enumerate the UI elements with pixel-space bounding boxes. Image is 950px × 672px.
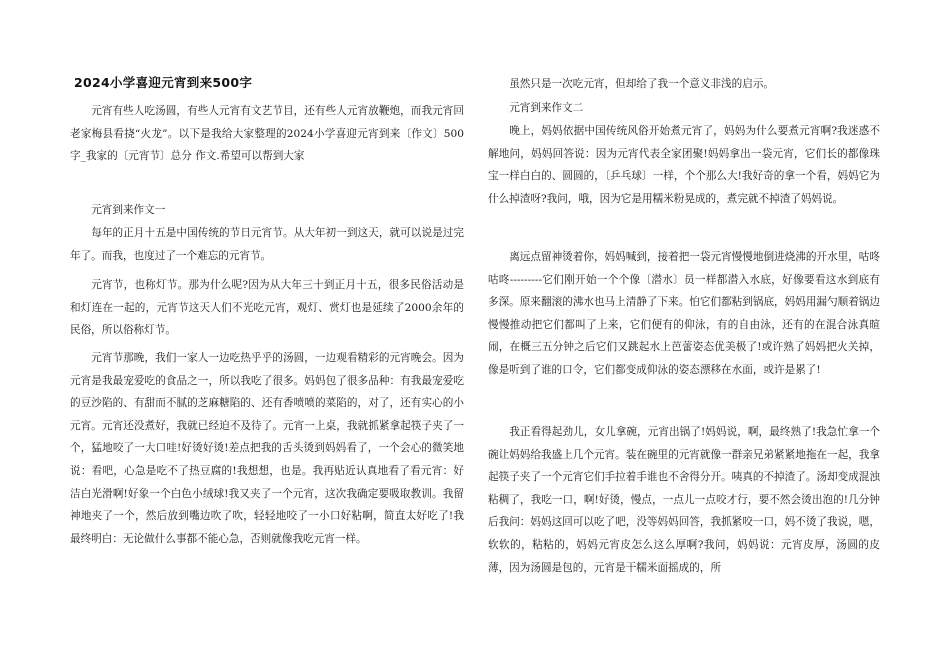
paragraph: 每年的正月十五是中国传统的节日元宵节。从大年初一到这天，就可以说是过完年了。而我，也度过了一个难忘的元宵节。 xyxy=(70,227,464,262)
paragraph: 晚上，妈妈依据中国传统风俗开始煮元宵了，妈妈为什么要煮元宵啊?我迷惑不解地问，妈妈回答说：因为元宵代表全家团聚!妈妈拿出一袋元宵，它们长的都像珠宝一样白白的、圆圆的，〔乒乓球〕一样，个个那么大!我好奇的拿一个看，妈妈它为什么掉渣呀?我问，哦，因为它是用糯米粉晃成的，煮完就不掉渣了妈妈说。 xyxy=(488,125,880,205)
section-heading-2: 元宵到来作文二 xyxy=(509,102,584,114)
paragraph: 元宵节那晚，我们一家人一边吃热乎乎的汤圆，一边观看精彩的元宵晚会。因为元宵是我最宠爱吃的食品之一，所以我吃了很多。妈妈包了很多品种：有我最宠爱吃的豆沙陷的、有甜而不腻的芝麻糖陷的、还有香喷喷的菜陷的，对了，还有实心的小元宵。元宵还没煮好，我就已经迫不及待了。元宵一上桌，我就抓紧拿起筷子夹了一个，猛地咬了一大口哇!好烫好烫!差点把我的舌头烫到妈妈看了，一个会心的微笑地说：看吧，心急是吃不了热豆腐的!我想想，也是。我再贴近认真地看了看元宵：好洁白光滑啊!好象一个白色小绒球!我又夹了一个元宵，这次我确定要吸取教训。我留神地夹了一个，然后放到嘴边吹了吹，轻轻地咬了一小口好粘啊，简直太好吃了!我最终明白：无论做什么事都不能心急，否则就像我吃元宵一样。 xyxy=(70,352,464,545)
document-title: 2024小学喜迎元宵到来500字 xyxy=(74,75,253,90)
section-heading-1: 元宵到来作文一 xyxy=(91,204,166,216)
paragraph: 我正看得起劲儿，女儿拿碗，元宵出锅了!妈妈说，啊，最终熟了!我急忙拿一个碗让妈妈给我盛上几个元宵。装在碗里的元宵就像一群亲兄弟紧紧地拖在一起，我拿起筷子夹了一个元宵它们手拉着手谁也不舍得分开。咦真的不掉渣了。汤却变成混浊粘稠了，我吃一口，啊!好烫，慢点，一点儿一点咬才行，要不然会烫出泡的!几分钟后我问：妈妈这回可以吃了吧，没等妈妈回答，我抓紧咬一口，妈不烫了我说，嗯，软软的，粘粘的，妈妈元宵皮怎么这么厚啊?我问，妈妈说：元宵皮厚，汤圆的皮薄，因为汤圆是包的，元宵是干糯米面摇成的，所 xyxy=(488,426,880,574)
intro-paragraph: 元宵有些人吃汤圆，有些人元宵有文艺节目，还有些人元宵放鞭炮，而我元宵回老家梅县看挠“火龙”。以下是我给大家整理的2024小学喜迎元宵到来〔作文〕500字_我家的〔元宵节〕总分 作文.希望可以帮到大家 xyxy=(70,105,464,163)
paragraph: 虽然只是一次吃元宵，但却给了我一个意义非浅的启示。 xyxy=(509,78,775,90)
paragraph: 元宵节，也称灯节。那为什么呢?因为从大年三十到正月十五，很多民俗活动是和灯连在一起的，元宵节这天人们不光吃元宵，观灯、赏灯也是延续了2000余年的民俗，所以俗称灯节。 xyxy=(70,279,464,337)
paragraph: 离远点留神烫着你，妈妈喊到，接着把一袋元宵慢慢地倒进烧沸的开水里，咕咚咕咚---------它们刚开始一个个像〔潜水〕员一样都潜入水底，好像要看这水到底有多深。原来翻滚的沸水也马上清静了下来。怕它们都粘到锅底，妈妈用漏勺顺着锅边慢慢推动把它们都叫了上来，它们便有的仰泳，有的自由泳，还有的在混合泳真暄闹，在概三五分钟之后它们又跳起水上芭蕾姿态优美极了!或许熟了妈妈把火关掉，像是听到了谁的口令，它们都变成仰泳的姿态漂移在水面，或许是累了! xyxy=(488,251,880,376)
